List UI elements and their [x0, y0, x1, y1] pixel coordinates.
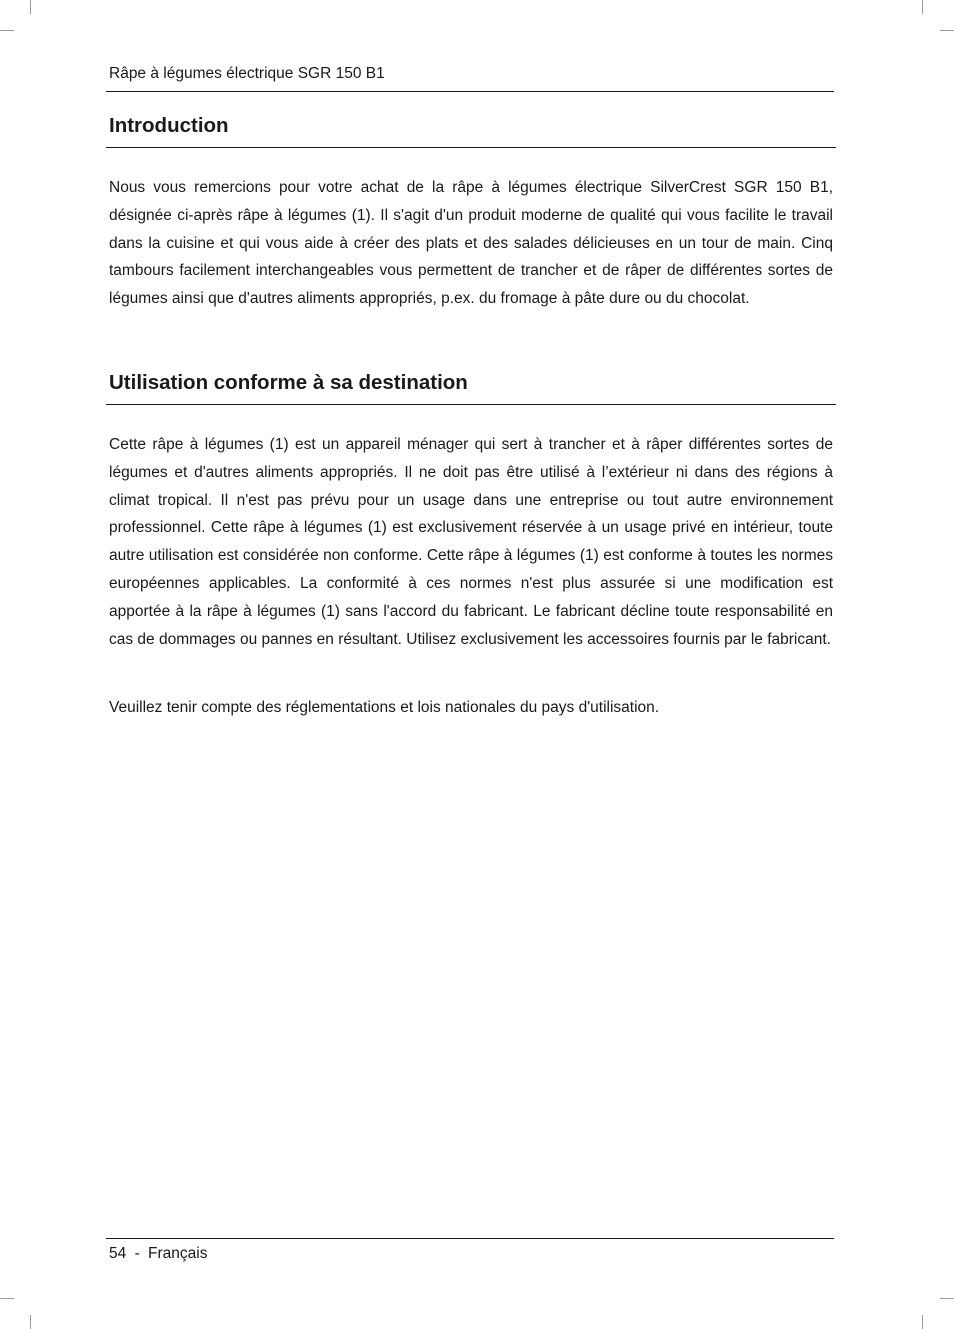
crop-mark-bottom-right	[940, 1298, 954, 1299]
header-rule	[106, 91, 834, 92]
crop-mark-bottom-left	[30, 1315, 31, 1329]
section-rule-intended-use	[106, 404, 836, 405]
section-rule-introduction	[106, 147, 836, 148]
page-number: 54	[109, 1245, 127, 1262]
crop-mark-top-right	[940, 30, 954, 31]
footer-separator: -	[134, 1245, 140, 1262]
crop-mark-bottom-left	[0, 1298, 14, 1299]
crop-mark-bottom-right	[922, 1315, 923, 1329]
footer-language: Français	[148, 1245, 208, 1262]
section-title-intended-use: Utilisation conforme à sa destination	[109, 371, 468, 394]
footer-rule	[106, 1238, 834, 1239]
section-title-introduction: Introduction	[109, 114, 229, 137]
crop-mark-top-left	[0, 30, 14, 31]
running-header: Râpe à légumes électrique SGR 150 B1	[109, 65, 385, 82]
paragraph-introduction: Nous vous remercions pour votre achat de la râpe à légumes électrique SilverCrest SGR 150 B1, désignée ci-après râpe à légumes (1). Il s'agit d'un produit moderne de qualité qui vous facilite le travail dans la cuisine et qui vous aide à créer des plats et des salades délicieuses en un tour de main. Cinq tambours facilement interchangeables vous permettent de trancher et de râper de différentes sortes de légumes ainsi que d'autres aliments appropriés, p.ex. du fromage à pâte dure ou du chocolat.	[109, 179, 833, 308]
paragraph-intended-use: Cette râpe à légumes (1) est un appareil ménager qui sert à trancher et à râper différentes sortes de légumes et d'autres aliments appropriés. Il ne doit pas être utilisé à l’extérieur ni dans des régions à climat tropical. Il n'est pas prévu pour un usage dans une entreprise ou tout autre environnement professionnel. Cette râpe à légumes (1) est exclusivement réservée à un usage privé en intérieur, toute autre utilisation est considérée non conforme. Cette râpe à légumes (1) est conforme à toutes les normes européennes applicables. La conformité à ces normes n'est plus assurée si une modification est apportée à la râpe à légumes (1) sans l'accord du fabricant. Le fabricant décline toute responsabilité en cas de dommages ou pannes en résultant. Utilisez exclusivement les accessoires fournis par le fabricant.	[109, 436, 833, 648]
paragraph-regulations: Veuillez tenir compte des réglementations et lois nationales du pays d'utilisation.	[109, 699, 660, 716]
page-footer	[109, 1244, 207, 1264]
crop-mark-top-right	[922, 0, 923, 14]
crop-mark-top-left	[30, 0, 31, 14]
